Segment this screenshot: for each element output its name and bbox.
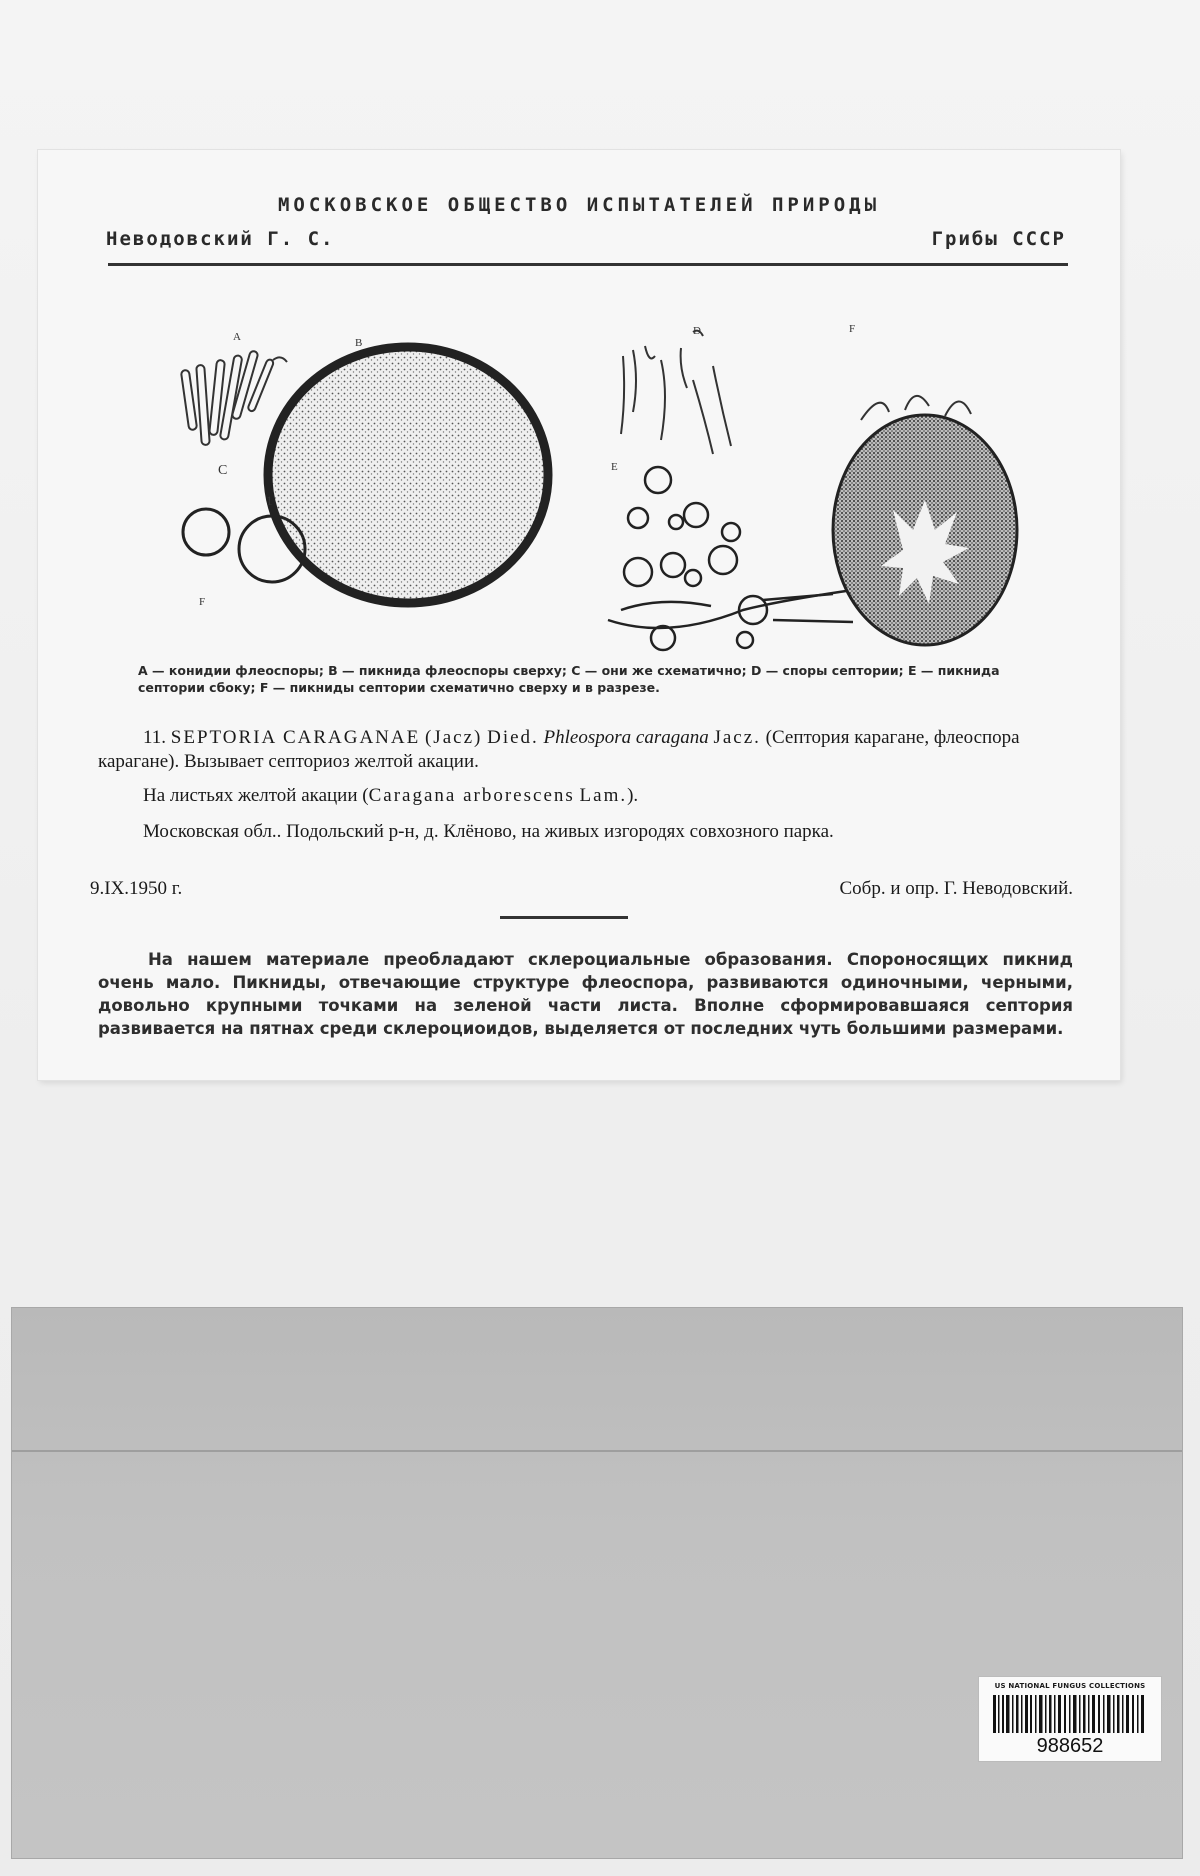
schematic-f [608, 467, 853, 650]
host-text: На листьях желтой акации ( [143, 785, 369, 806]
locality: Московская обл.. Подольский р-н, д. Клёново, на живых изгородях совхозного парка. [143, 821, 834, 842]
species-number: 11. [143, 727, 167, 748]
species-synonym: Phleospora caragana [543, 727, 709, 748]
spores-d [621, 331, 731, 454]
synonym-authority: Jacz. [713, 727, 761, 748]
common-name: (Септория карагане, флеоспора карагане). Вызывает септориоз желтой акации. [98, 727, 1020, 772]
envelope-flap-line [12, 1450, 1182, 1452]
collector: Собр. и опр. Г. Неводовский. [839, 878, 1073, 899]
specimen-label [38, 150, 1120, 1080]
author-name: Неводовский Г. С. [106, 228, 335, 250]
fig-letter-e: F [849, 323, 856, 335]
figure-caption: A — конидии флеоспоры; B — пикнида флеоспоры сверху; C — они же схематично; D — споры септории; E — пикнида септории сбоку; F — пикниды септории схематично сверху и в разрезе. [138, 663, 1000, 695]
pycnidium-e [833, 396, 1017, 645]
collection-date: 9.IX.1950 г. [90, 878, 183, 899]
fig-letter-c: C [218, 463, 228, 478]
barcode-institution: US NATIONAL FUNGUS COLLECTIONS [994, 1682, 1146, 1690]
series-name: Грибы СССР [931, 228, 1066, 250]
society-title: МОСКОВСКОЕ ОБЩЕСТВО ИСПЫТАТЕЛЕЙ ПРИРОДЫ [277, 194, 881, 216]
fig-letter-f: E [611, 461, 618, 473]
barcode-label [978, 1676, 1162, 1762]
host-close: ). [627, 785, 639, 806]
host-line [98, 784, 1073, 808]
species-authority-1: (Jacz) [424, 727, 483, 748]
barcode-number: 988652 [1036, 1735, 1104, 1757]
divider [500, 916, 628, 919]
fig-letter-b: B [355, 337, 363, 349]
species-entry [98, 726, 1073, 774]
header-rule [108, 263, 1068, 266]
species-authority-2: Died. [487, 727, 539, 748]
conidia-a [181, 350, 287, 445]
date-row [90, 878, 1073, 900]
host-authority: Lam. [579, 785, 628, 806]
fig-letter-f-left: F [199, 596, 206, 608]
fig-number-1: 1 [266, 493, 273, 508]
fig-letter-d: D [693, 325, 701, 337]
fig-letter-a: A [233, 331, 241, 343]
illustration [133, 320, 1053, 660]
specimen-envelope [12, 1308, 1182, 1858]
note-paragraph: На нашем материале преобладают склероциальные образования. Спороносящих пикнид очень мало. Пикниды, отвечающие структуре флеоспора, развиваются одиночными, черными, довольно крупными точками на зеленой части листа. Вполне сформировавшаяся септория развивается на пятнах среди склероциоидов, выделяется от последних чуть большими размерами. [98, 950, 1073, 1038]
label-header-row [106, 228, 1066, 250]
pycnidium-b [268, 347, 548, 603]
host-latin: Caragana arborescens [368, 785, 575, 806]
barcode-icon [993, 1695, 1147, 1733]
species-name: SEPTORIA CARAGANAE [170, 727, 421, 748]
